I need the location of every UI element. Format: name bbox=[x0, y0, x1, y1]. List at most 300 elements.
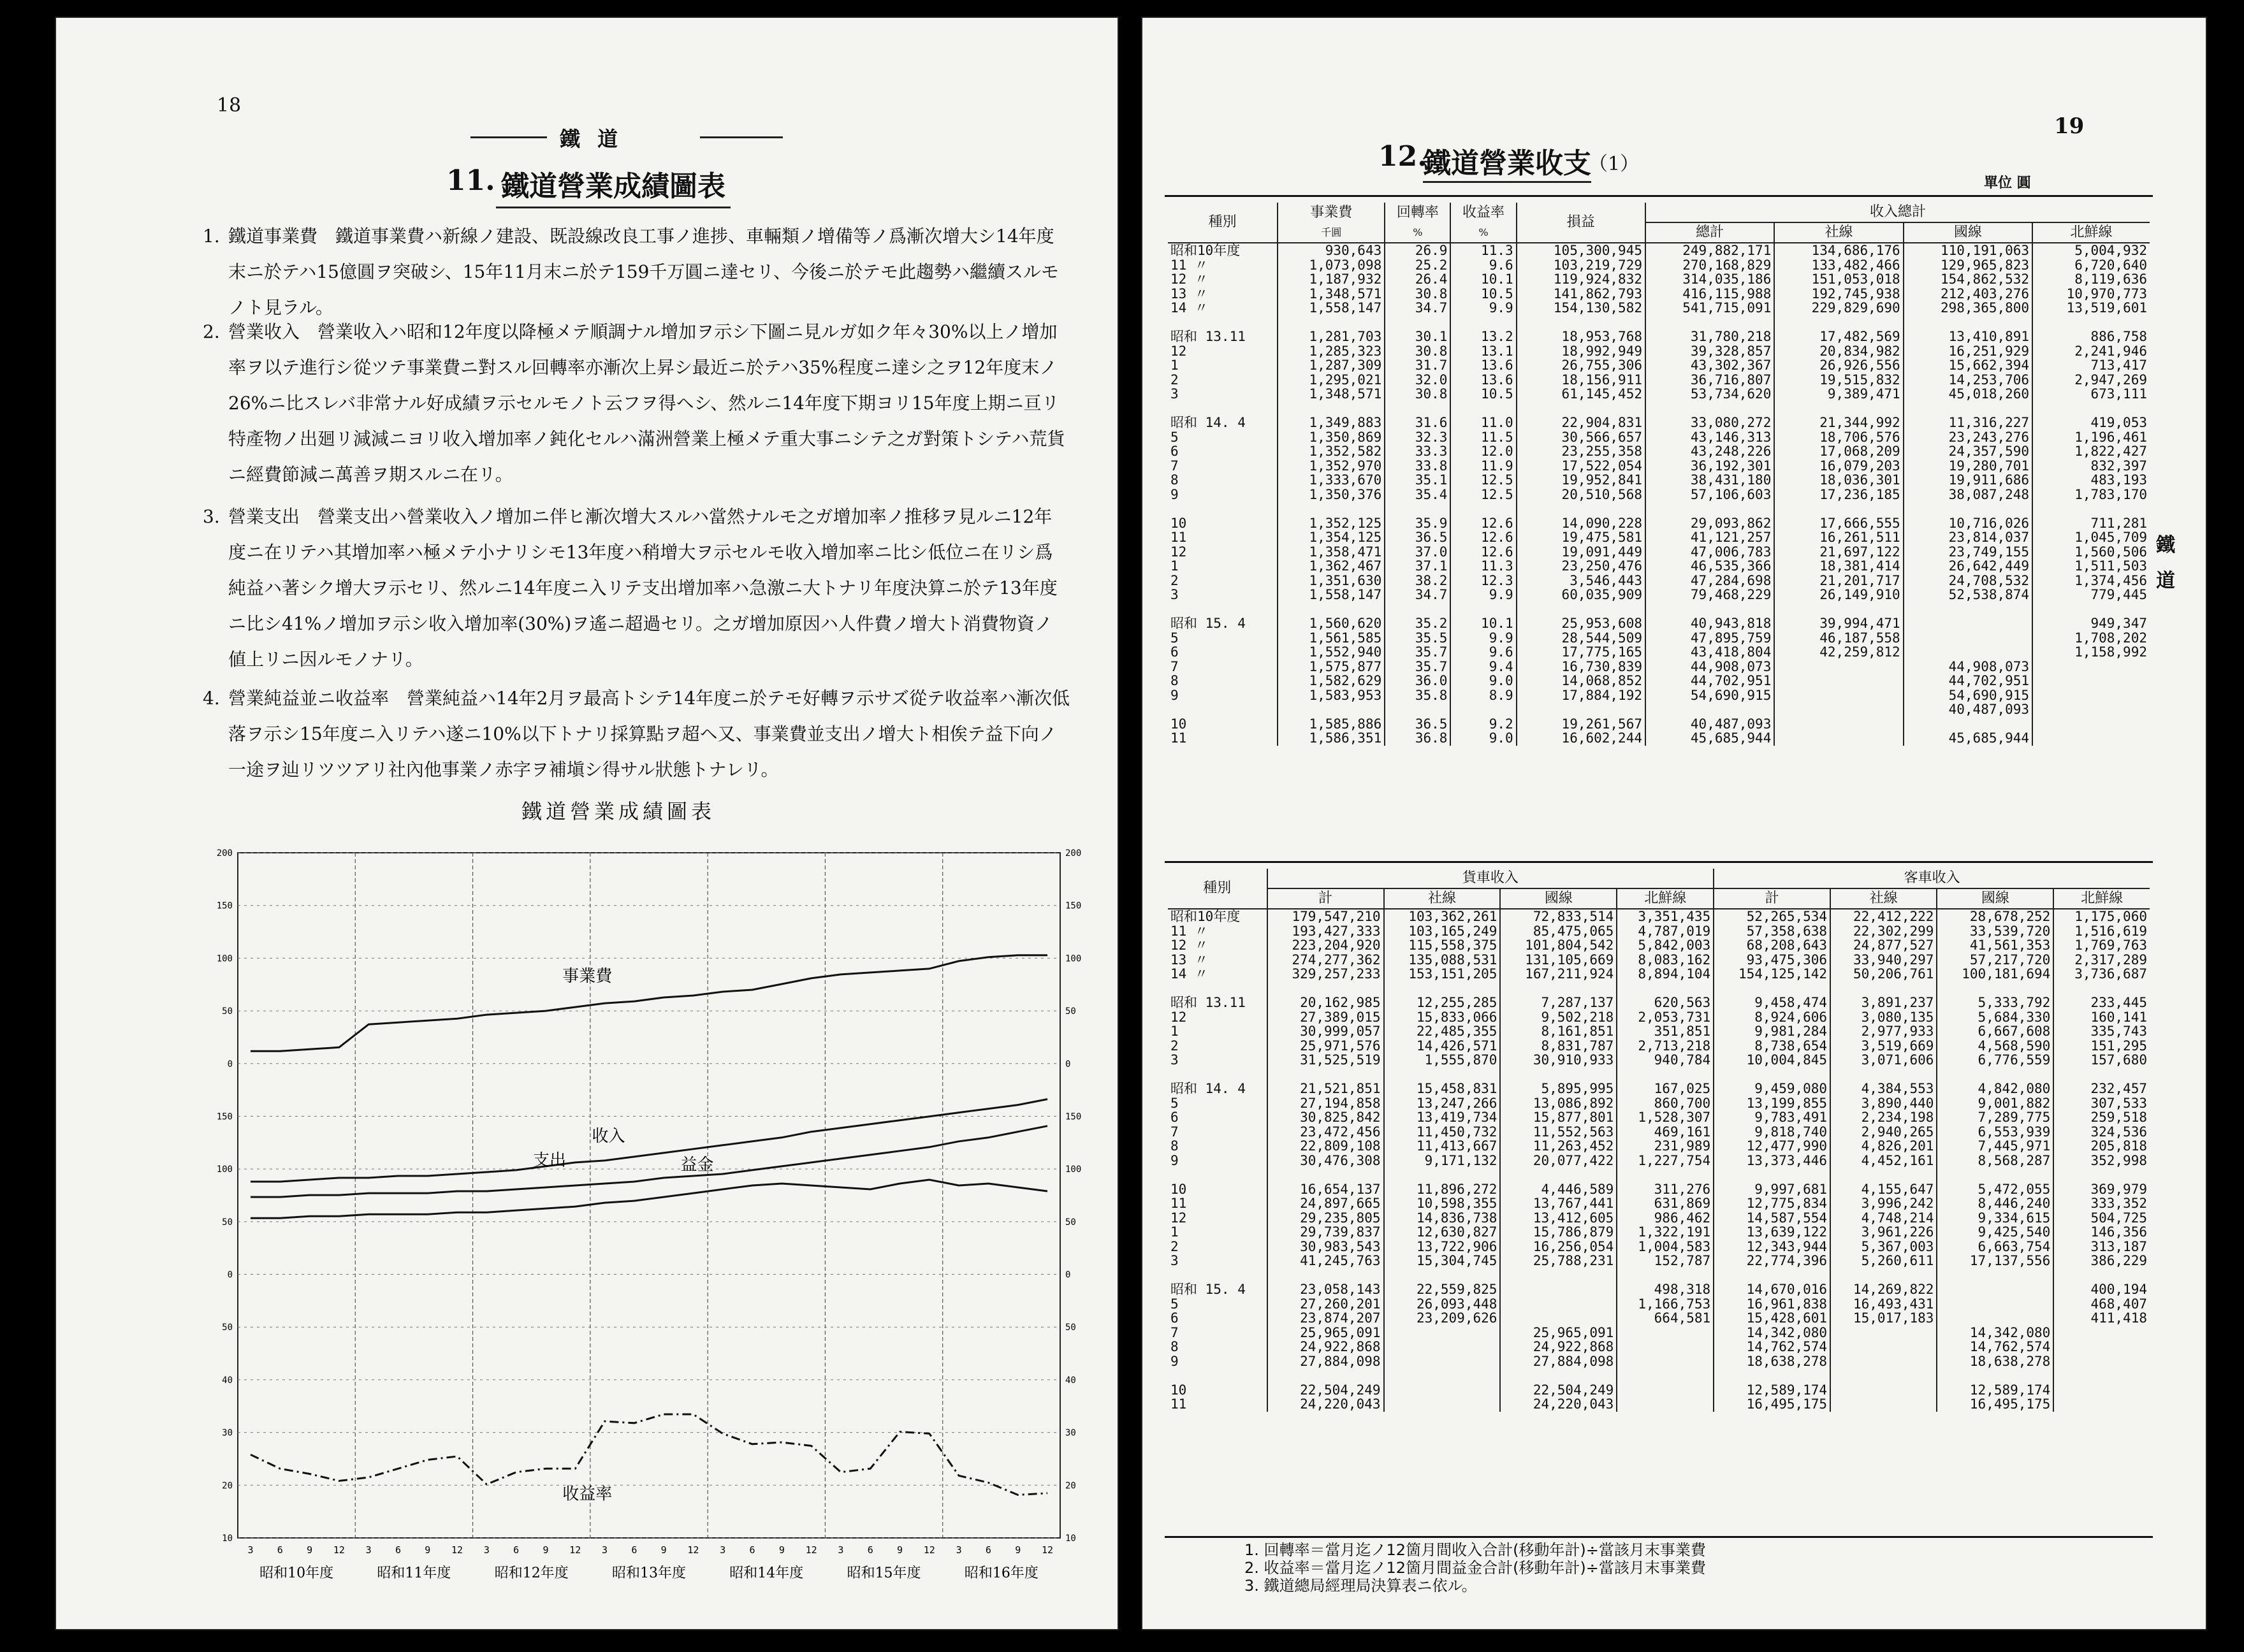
table-cell: 157,680 bbox=[2053, 1053, 2150, 1068]
table-cell: 631,869 bbox=[1617, 1196, 1714, 1211]
table-cell: 12,589,174 bbox=[1714, 1383, 1830, 1398]
x-year-label: 昭和11年度 bbox=[377, 1565, 451, 1581]
table-cell: 10,004,845 bbox=[1714, 1053, 1830, 1068]
table-cell: 419,053 bbox=[2032, 416, 2150, 430]
left-tick-label: 0 bbox=[227, 1270, 233, 1280]
table-cell: 23,243,276 bbox=[1904, 430, 2032, 445]
table-cell: 24,220,043 bbox=[1267, 1397, 1384, 1412]
table-top-rule bbox=[1165, 195, 2153, 197]
table-cell: 9,389,471 bbox=[1774, 387, 1903, 402]
table-cell: 101,804,542 bbox=[1500, 938, 1617, 953]
table-cell: 25,788,231 bbox=[1500, 1254, 1617, 1268]
table-cell: 13,247,266 bbox=[1384, 1096, 1501, 1111]
table-cell bbox=[1450, 402, 1516, 416]
table-cell: 4,787,019 bbox=[1617, 924, 1714, 939]
x-tick-label: 12 bbox=[333, 1544, 345, 1556]
table-cell: 1,555,870 bbox=[1384, 1053, 1501, 1068]
table-cell: 416,115,988 bbox=[1645, 287, 1774, 301]
paragraph-text: 營業純益並ニ收益率 營業純益ハ14年2月ヲ最高トシテ14年度ニ於テモ好轉ヲ示サズ從テ收益率ハ漸次低落ヲ示シ15年度ニ入リテハ遂ニ10%以下トナリ採算點ヲ超ヘ又、事業費並支出ノ增大ト相俟テ益下向ノ一途ヲ辿リツツアリ社內他事業ノ赤字ヲ補塡シ得サル狀態トナレリ。 bbox=[228, 688, 1070, 780]
table-cell bbox=[1278, 402, 1385, 416]
table-cell bbox=[1450, 702, 1516, 717]
table-cell: 779,445 bbox=[2032, 588, 2150, 602]
table-cell: 22,302,299 bbox=[1830, 924, 1937, 939]
table-cell: 949,347 bbox=[2032, 616, 2150, 631]
x-tick-label: 3 bbox=[483, 1544, 490, 1556]
table-cell: 17,884,192 bbox=[1517, 688, 1645, 703]
table-cell: 4,155,647 bbox=[1830, 1182, 1937, 1197]
table-row bbox=[1168, 1196, 2150, 1211]
table-cell bbox=[2032, 402, 2150, 416]
series-line-0 bbox=[251, 955, 1047, 1052]
table-cell bbox=[1830, 1368, 1937, 1383]
table-cell bbox=[2032, 502, 2150, 516]
table-cell: 18,156,911 bbox=[1517, 373, 1645, 388]
table-row bbox=[1168, 287, 2150, 301]
table-cell: 1,322,191 bbox=[1617, 1225, 1714, 1240]
table-cell: 30,825,842 bbox=[1267, 1110, 1384, 1125]
table-row bbox=[1168, 909, 2150, 924]
table-cell: 35.8 bbox=[1385, 688, 1450, 703]
table-cell: 2,317,289 bbox=[2053, 953, 2150, 967]
table-cell: 43,146,313 bbox=[1645, 430, 1774, 445]
table-cell: 13,639,122 bbox=[1714, 1225, 1830, 1240]
table-cell: 15,458,831 bbox=[1384, 1082, 1501, 1096]
table-cell: 30.1 bbox=[1385, 330, 1450, 344]
table-cell: 12.6 bbox=[1450, 545, 1516, 560]
table-row bbox=[1168, 243, 2150, 258]
table-cell: 40,487,093 bbox=[1645, 717, 1774, 732]
table-cell: 16,256,054 bbox=[1500, 1240, 1617, 1254]
table-cell: 6,553,939 bbox=[1937, 1125, 2053, 1140]
col-jigyohi: 事業費 千圓 bbox=[1278, 203, 1385, 243]
table-row bbox=[1168, 631, 2150, 646]
table-cell bbox=[1617, 1368, 1714, 1383]
table-cell: 9.9 bbox=[1450, 631, 1516, 646]
table-cell: 17,068,209 bbox=[1774, 444, 1903, 459]
table-cell: 324,536 bbox=[2053, 1125, 2150, 1140]
section-rule-left bbox=[470, 136, 547, 138]
table-cell: 10,970,773 bbox=[2032, 287, 2150, 301]
col-sub: 北鮮線 bbox=[2053, 888, 2150, 909]
table-cell: 179,547,210 bbox=[1267, 909, 1384, 924]
footnote: 3. 鐵道總局經理局決算表ニ依ル。 bbox=[1244, 1577, 1477, 1595]
table-cell: 42,259,812 bbox=[1774, 645, 1903, 660]
table-row bbox=[1168, 674, 2150, 688]
left-tick-label: 20 bbox=[222, 1481, 233, 1491]
row-label: 13 〃 bbox=[1170, 952, 1208, 967]
col-kaiten: 回轉率 % bbox=[1385, 203, 1450, 243]
table-cell: 9.2 bbox=[1450, 717, 1516, 732]
table-cell: 17,137,556 bbox=[1937, 1254, 2053, 1268]
table-cell: 30,910,933 bbox=[1500, 1053, 1617, 1068]
row-label: 1 bbox=[1170, 358, 1179, 373]
x-year-label: 昭和10年度 bbox=[259, 1565, 334, 1581]
table-cell bbox=[1774, 315, 1903, 330]
table-cell bbox=[1500, 1268, 1617, 1283]
table-cell: 151,053,018 bbox=[1774, 272, 1903, 287]
table-cell: 2,940,265 bbox=[1830, 1125, 1937, 1140]
table-cell: 85,475,065 bbox=[1500, 924, 1617, 939]
table-cell: 229,829,690 bbox=[1774, 301, 1903, 315]
table-cell: 14,670,016 bbox=[1714, 1282, 1830, 1297]
table-cell: 1,287,309 bbox=[1278, 358, 1385, 373]
table-cell: 9,458,474 bbox=[1714, 996, 1830, 1010]
table-cell: 664,581 bbox=[1617, 1311, 1714, 1326]
table-cell bbox=[1645, 702, 1774, 717]
table-cell bbox=[1384, 1368, 1501, 1383]
table-cell: 26,149,910 bbox=[1774, 588, 1903, 602]
chart-frame bbox=[238, 853, 1060, 1538]
table-cell: 10.5 bbox=[1450, 287, 1516, 301]
table-cell: 54,690,915 bbox=[1645, 688, 1774, 703]
table-row bbox=[1168, 1010, 2150, 1025]
row-label: 1 bbox=[1170, 1024, 1179, 1039]
table-cell: 18,638,278 bbox=[1714, 1354, 1830, 1369]
table-cell: 131,105,669 bbox=[1500, 953, 1617, 967]
table-cell: 1,783,170 bbox=[2032, 488, 2150, 502]
table-cell: 5,333,792 bbox=[1937, 996, 2053, 1010]
row-label bbox=[1168, 502, 1278, 516]
table-cell: 17,482,569 bbox=[1774, 330, 1903, 344]
table-cell: 14,426,571 bbox=[1384, 1039, 1501, 1054]
table-cell: 25,953,608 bbox=[1517, 616, 1645, 631]
series-line-4 bbox=[251, 1414, 1047, 1495]
table-cell: 4,568,590 bbox=[1937, 1039, 2053, 1054]
table-cell bbox=[1904, 717, 2032, 732]
row-label: 5 bbox=[1170, 1296, 1179, 1312]
table-cell bbox=[1645, 315, 1774, 330]
table-cell: 1,158,992 bbox=[2032, 645, 2150, 660]
table-cell bbox=[1714, 1068, 1830, 1082]
row-label: 5 bbox=[1170, 630, 1179, 646]
revenue-summary-table bbox=[1168, 203, 2150, 746]
right-tick-label: 30 bbox=[1065, 1428, 1076, 1438]
table-cell: 14,342,080 bbox=[1937, 1326, 2053, 1340]
table-cell: 30,983,543 bbox=[1267, 1240, 1384, 1254]
table-cell: 930,643 bbox=[1278, 243, 1385, 258]
row-label: 7 bbox=[1170, 1124, 1179, 1140]
table-cell: 36,192,301 bbox=[1645, 459, 1774, 474]
table-cell: 22,485,355 bbox=[1384, 1024, 1501, 1039]
table-cell: 10.1 bbox=[1450, 616, 1516, 631]
table-cell: 8,924,606 bbox=[1714, 1010, 1830, 1025]
table-row bbox=[1168, 516, 2150, 531]
x-tick-label: 6 bbox=[867, 1544, 873, 1556]
series-line-2 bbox=[251, 1126, 1047, 1197]
table-cell: 14,836,738 bbox=[1384, 1211, 1501, 1226]
row-label: 9 bbox=[1170, 1353, 1179, 1369]
table-row bbox=[1168, 301, 2150, 315]
table-cell bbox=[1937, 1068, 2053, 1082]
table-cell bbox=[1774, 717, 1903, 732]
table-cell: 32.3 bbox=[1385, 430, 1450, 445]
table-cell: 886,758 bbox=[2032, 330, 2150, 344]
table-cell: 23,749,155 bbox=[1904, 545, 2032, 560]
table-cell: 21,344,992 bbox=[1774, 416, 1903, 430]
table-cell: 8,083,162 bbox=[1617, 953, 1714, 967]
table-cell: 4,452,161 bbox=[1830, 1154, 1937, 1168]
table-cell: 115,558,375 bbox=[1384, 938, 1501, 953]
table-cell: 16,251,929 bbox=[1904, 344, 2032, 359]
table-cell bbox=[1278, 315, 1385, 330]
row-label: 7 bbox=[1170, 658, 1179, 674]
table-cell: 329,257,233 bbox=[1267, 967, 1384, 982]
table-row bbox=[1168, 588, 2150, 602]
table-cell: 3,071,606 bbox=[1830, 1053, 1937, 1068]
row-label: 3 bbox=[1170, 386, 1179, 402]
table-cell: 13,086,892 bbox=[1500, 1096, 1617, 1111]
table-cell: 832,397 bbox=[2032, 459, 2150, 474]
table-cell: 504,725 bbox=[2053, 1211, 2150, 1226]
table-cell bbox=[1645, 602, 1774, 617]
table-cell: 11,316,227 bbox=[1904, 416, 2032, 430]
table-cell: 40,487,093 bbox=[1904, 702, 2032, 717]
table-cell: 498,318 bbox=[1617, 1282, 1714, 1297]
table-cell: 18,036,301 bbox=[1774, 473, 1903, 488]
table-cell bbox=[1617, 982, 1714, 996]
table-cell: 11.0 bbox=[1450, 416, 1516, 430]
table-row bbox=[1168, 444, 2150, 459]
row-label: 14 〃 bbox=[1170, 966, 1208, 982]
table-cell: 12.6 bbox=[1450, 530, 1516, 545]
row-label: 昭和10年度 bbox=[1170, 909, 1241, 924]
left-tick-label: 50 bbox=[222, 1322, 233, 1333]
table-cell: 3,996,242 bbox=[1830, 1196, 1937, 1211]
table-cell: 1,558,147 bbox=[1278, 588, 1385, 602]
row-label: 7 bbox=[1170, 1324, 1179, 1340]
table-cell: 47,284,698 bbox=[1645, 574, 1774, 588]
table-cell: 27,884,098 bbox=[1500, 1354, 1617, 1369]
table-cell: 9.0 bbox=[1450, 731, 1516, 746]
row-label: 8 bbox=[1170, 1138, 1179, 1154]
x-tick-label: 9 bbox=[660, 1544, 667, 1556]
table-cell: 9.0 bbox=[1450, 674, 1516, 688]
table-row bbox=[1168, 702, 2150, 717]
table-cell bbox=[1830, 1340, 1937, 1354]
right-page bbox=[1142, 18, 2206, 1629]
table-cell: 44,908,073 bbox=[1904, 660, 2032, 674]
table-cell: 14,068,852 bbox=[1517, 674, 1645, 688]
table-cell bbox=[1904, 502, 2032, 516]
table-cell: 21,521,851 bbox=[1267, 1082, 1384, 1096]
x-tick-label: 3 bbox=[956, 1544, 962, 1556]
table-cell bbox=[1774, 402, 1903, 416]
table-row bbox=[1168, 1139, 2150, 1154]
table-row bbox=[1168, 1225, 2150, 1240]
table-cell: 9,334,615 bbox=[1937, 1211, 2053, 1226]
table-cell: 43,418,804 bbox=[1645, 645, 1774, 660]
table-cell: 351,851 bbox=[1617, 1024, 1714, 1039]
table-cell: 3,736,687 bbox=[2053, 967, 2150, 982]
table-cell: 5,260,611 bbox=[1830, 1254, 1937, 1268]
table-cell: 14,342,080 bbox=[1714, 1326, 1830, 1340]
table-cell: 400,194 bbox=[2053, 1282, 2150, 1297]
col-sub: 計 bbox=[1714, 888, 1830, 909]
paragraph-text: 營業支出 營業支出ハ營業收入ノ增加ニ伴ヒ漸次增大スルハ當然ナルモ之ガ增加率ノ推移ヲ見ルニ12年度ニ在リテハ其增加率ハ極メテ小ナリシモ13年度ハ稍增大ヲ示セルモ收入增加率ニ比シ低位ニ在リシ爲純益ハ著シク增大ヲ示セリ、然ルニ14年度ニ入リテ支出增加率ハ急激ニ大トナリ年度決算ニ於テ13年度ニ比シ41%ノ增加ヲ示シ收入增加率(30%)ヲ遙ニ超過セリ。之ガ增加原因ハ人件費ノ增大ト消費物資ノ値上リニ因ルモノナリ。 bbox=[228, 506, 1058, 670]
table-cell bbox=[1774, 602, 1903, 617]
table-cell bbox=[2053, 1340, 2150, 1354]
table-cell: 35.2 bbox=[1385, 616, 1450, 631]
x-year-label: 昭和15年度 bbox=[847, 1565, 921, 1581]
table-cell bbox=[1500, 1311, 1617, 1326]
table-cell: 2,241,946 bbox=[2032, 344, 2150, 359]
row-label: 12 bbox=[1170, 1210, 1187, 1226]
table-cell: 22,412,222 bbox=[1830, 909, 1937, 924]
table-cell: 23,814,037 bbox=[1904, 530, 2032, 545]
table-cell: 5,895,995 bbox=[1500, 1082, 1617, 1096]
table-cell bbox=[1774, 660, 1903, 674]
table-cell: 1,354,125 bbox=[1278, 530, 1385, 545]
table-cell: 1,187,932 bbox=[1278, 272, 1385, 287]
table-row bbox=[1168, 559, 2150, 574]
x-tick-label: 9 bbox=[1015, 1544, 1021, 1556]
table-cell: 27,389,015 bbox=[1267, 1010, 1384, 1025]
table-cell: 8,894,104 bbox=[1617, 967, 1714, 982]
table-cell: 12,589,174 bbox=[1937, 1383, 2053, 1398]
table-cell: 30.8 bbox=[1385, 344, 1450, 359]
table-cell: 12,477,990 bbox=[1714, 1139, 1830, 1154]
table-row bbox=[1168, 1383, 2150, 1398]
table-cell: 24,357,590 bbox=[1904, 444, 2032, 459]
table-cell: 31,780,218 bbox=[1645, 330, 1774, 344]
table-row bbox=[1168, 430, 2150, 445]
table-cell bbox=[1830, 1326, 1937, 1340]
table-cell: 151,295 bbox=[2053, 1039, 2150, 1054]
row-label: 10 bbox=[1170, 1181, 1187, 1197]
table-cell bbox=[1385, 402, 1450, 416]
table-cell: 13,412,605 bbox=[1500, 1211, 1617, 1226]
right-tick-label: 20 bbox=[1065, 1481, 1076, 1491]
table-cell: 3,519,669 bbox=[1830, 1039, 1937, 1054]
table-cell: 6,720,640 bbox=[2032, 258, 2150, 273]
table-cell: 36.0 bbox=[1385, 674, 1450, 688]
table-cell bbox=[1830, 1268, 1937, 1283]
table-cell: 22,774,396 bbox=[1714, 1254, 1830, 1268]
row-label: 10 bbox=[1170, 1382, 1187, 1398]
row-label: 1 bbox=[1170, 558, 1179, 574]
table-cell: 12.6 bbox=[1450, 516, 1516, 531]
x-tick-label: 12 bbox=[569, 1544, 581, 1556]
table-cell bbox=[1774, 702, 1903, 717]
right-tick-label: 50 bbox=[1065, 1322, 1076, 1333]
x-tick-label: 3 bbox=[365, 1544, 372, 1556]
table-cell: 1,560,620 bbox=[1278, 616, 1385, 631]
table-cell bbox=[2032, 731, 2150, 746]
table-cell: 3,961,226 bbox=[1830, 1225, 1937, 1240]
table-row bbox=[1168, 1125, 2150, 1140]
table-cell bbox=[1904, 631, 2032, 646]
table-cell: 8,161,851 bbox=[1500, 1024, 1617, 1039]
table-row bbox=[1168, 1368, 2150, 1383]
table-cell: 44,908,073 bbox=[1645, 660, 1774, 674]
table-row bbox=[1168, 645, 2150, 660]
table-cell: 14,587,554 bbox=[1714, 1211, 1830, 1226]
table-cell: 23,250,476 bbox=[1517, 559, 1645, 574]
table-cell: 23,058,143 bbox=[1267, 1282, 1384, 1297]
table-cell: 16,602,244 bbox=[1517, 731, 1645, 746]
table-row bbox=[1168, 938, 2150, 953]
table-cell: 5,472,055 bbox=[1937, 1182, 2053, 1197]
table-row bbox=[1168, 344, 2150, 359]
col-sub: 社線 bbox=[1774, 222, 1903, 243]
table-cell: 1,175,060 bbox=[2053, 909, 2150, 924]
table-row bbox=[1168, 1326, 2150, 1340]
table-cell: 8,119,636 bbox=[2032, 272, 2150, 287]
table-cell: 18,381,414 bbox=[1774, 559, 1903, 574]
table-cell: 13,722,906 bbox=[1384, 1240, 1501, 1254]
table-cell: 193,427,333 bbox=[1267, 924, 1384, 939]
table-cell: 160,141 bbox=[2053, 1010, 2150, 1025]
col-group-freight: 貨車收入 bbox=[1267, 869, 1714, 888]
row-label: 11 bbox=[1170, 1396, 1187, 1412]
table-cell: 16,495,175 bbox=[1714, 1397, 1830, 1412]
table-cell: 386,229 bbox=[2053, 1254, 2150, 1268]
row-label: 9 bbox=[1170, 1152, 1179, 1168]
footnote: 1. 回轉率＝當月迄ノ12箇月間收入合計(移動年計)÷當該月末事業費 bbox=[1244, 1541, 1706, 1559]
table-cell: 27,260,201 bbox=[1267, 1297, 1384, 1312]
table-cell: 711,281 bbox=[2032, 516, 2150, 531]
table-cell: 5,004,932 bbox=[2032, 243, 2150, 258]
table-cell: 41,121,257 bbox=[1645, 530, 1774, 545]
table-cell: 11,263,452 bbox=[1500, 1139, 1617, 1154]
table-cell: 16,961,838 bbox=[1714, 1297, 1830, 1312]
table-cell: 233,445 bbox=[2053, 996, 2150, 1010]
table-cell bbox=[1830, 1354, 1937, 1369]
table-cell: 9,171,132 bbox=[1384, 1154, 1501, 1168]
table-cell bbox=[1714, 982, 1830, 996]
table-cell: 33,539,720 bbox=[1937, 924, 2053, 939]
table-cell bbox=[1937, 982, 2053, 996]
table-row bbox=[1168, 1297, 2150, 1312]
table-cell: 4,842,080 bbox=[1937, 1082, 2053, 1096]
table-cell: 3,351,435 bbox=[1617, 909, 1714, 924]
row-label: 14 〃 bbox=[1170, 300, 1208, 315]
table-cell: 28,678,252 bbox=[1937, 909, 2053, 924]
x-tick-label: 12 bbox=[687, 1544, 699, 1556]
table-cell bbox=[1500, 1297, 1617, 1312]
table-cell: 1,552,940 bbox=[1278, 645, 1385, 660]
table-cell bbox=[1714, 1368, 1830, 1383]
table-cell: 15,017,183 bbox=[1830, 1311, 1937, 1326]
table-cell bbox=[1450, 602, 1516, 617]
table-cell: 12,343,944 bbox=[1714, 1240, 1830, 1254]
table-cell: 1,561,585 bbox=[1278, 631, 1385, 646]
table-cell bbox=[1384, 1326, 1501, 1340]
table-row bbox=[1168, 1110, 2150, 1125]
table-row bbox=[1168, 1397, 2150, 1412]
left-tick-label: 0 bbox=[227, 1059, 233, 1069]
series-line-3 bbox=[251, 1180, 1047, 1218]
table-cell: 35.1 bbox=[1385, 473, 1450, 488]
title-number: 12. bbox=[1378, 140, 1427, 173]
table-cell: 33,080,272 bbox=[1645, 416, 1774, 430]
paragraph bbox=[203, 499, 1070, 677]
table-cell: 18,706,576 bbox=[1774, 430, 1903, 445]
table-cell bbox=[1617, 1168, 1714, 1182]
table-cell: 13,199,855 bbox=[1714, 1096, 1830, 1111]
table-cell: 25.2 bbox=[1385, 258, 1450, 273]
x-tick-label: 3 bbox=[720, 1544, 726, 1556]
table-cell bbox=[1500, 1282, 1617, 1297]
page-title: 鐵道營業成績圖表 bbox=[496, 163, 731, 208]
series-label: 益金 bbox=[680, 1156, 714, 1175]
table-cell: 24,220,043 bbox=[1500, 1397, 1617, 1412]
table-cell bbox=[2032, 688, 2150, 703]
table-cell: 19,261,567 bbox=[1517, 717, 1645, 732]
table-cell: 35.7 bbox=[1385, 660, 1450, 674]
performance-chart bbox=[203, 824, 1095, 1614]
col-ekikin: 損益 bbox=[1517, 203, 1645, 243]
